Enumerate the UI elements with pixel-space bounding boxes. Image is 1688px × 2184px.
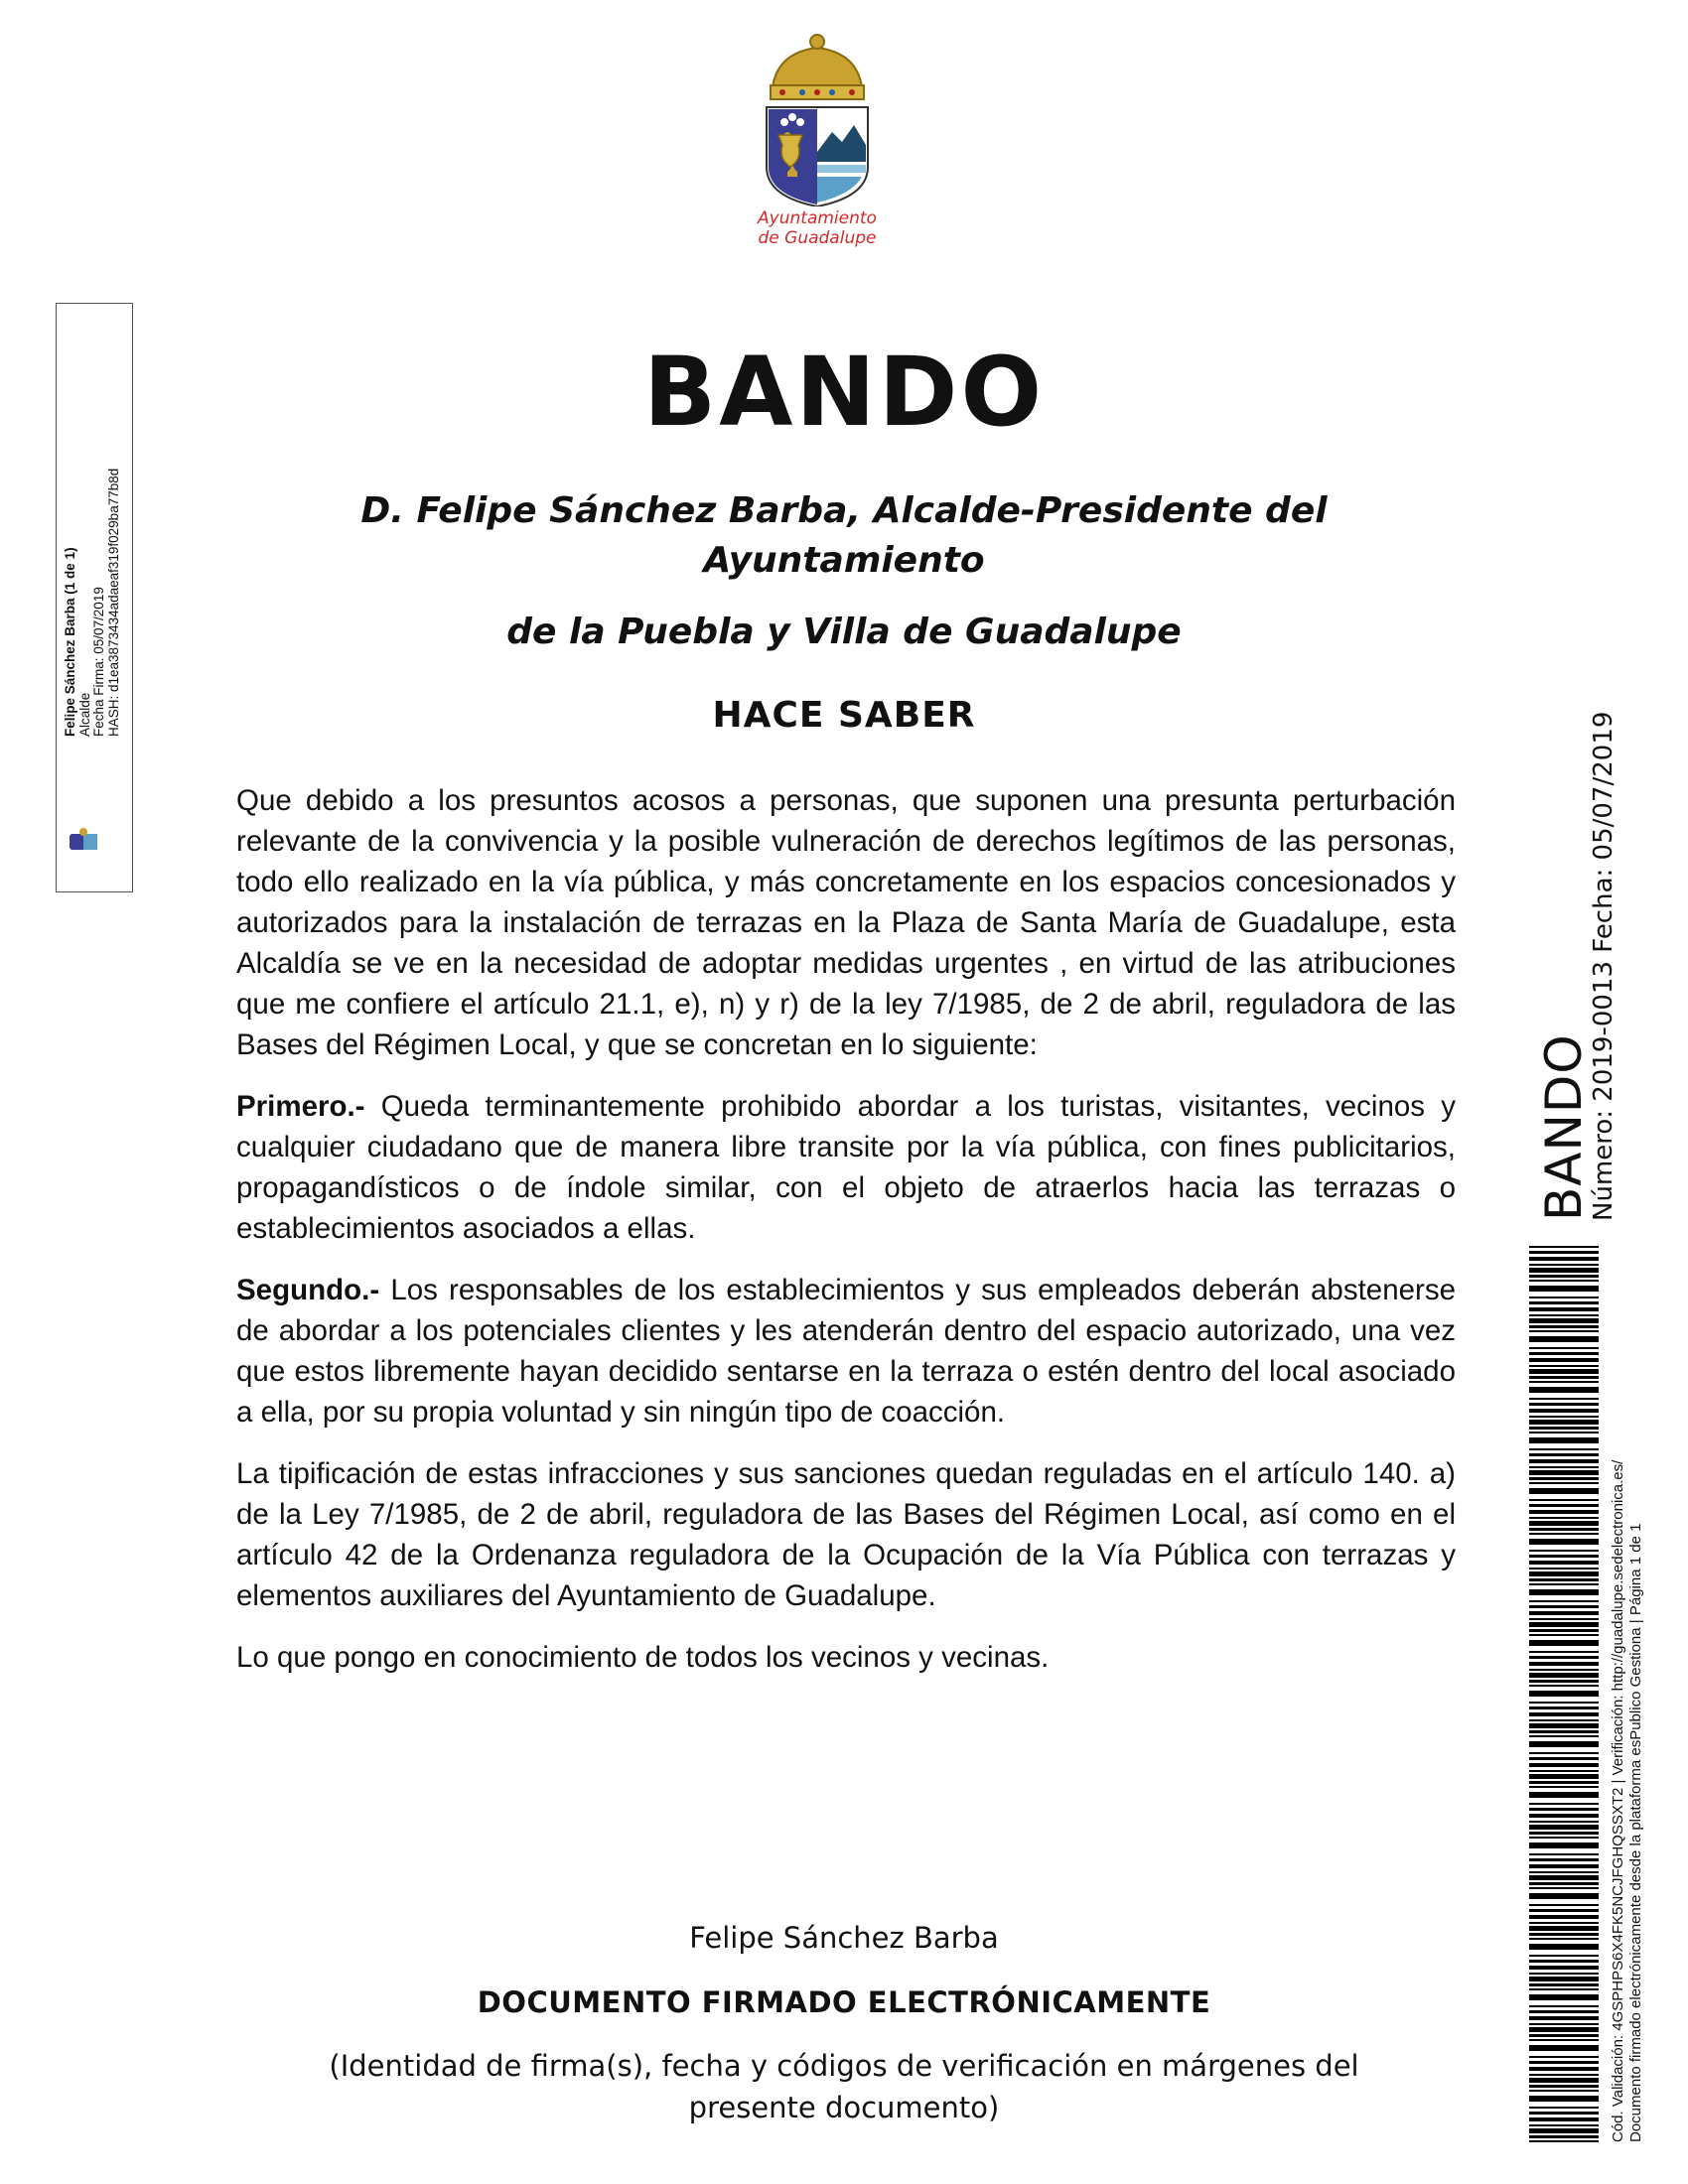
coat-of-arms-icon [733, 28, 902, 206]
segundo-paragraph [236, 1270, 1456, 1433]
barcode [1529, 1246, 1599, 2144]
signature-details [64, 320, 121, 737]
closing-paragraph: Lo que pongo en conocimiento de todos los vecinos y vecinas. [236, 1641, 1050, 1674]
document-title: BANDO [642, 337, 1046, 448]
signature-signer: Felipe Sánchez Barba (1 de 1) [63, 547, 77, 737]
subtitle-line1: D. Felipe Sánchez Barba, Alcalde-Presidente del Ayuntamiento [360, 490, 1328, 581]
primero-paragraph [236, 1086, 1456, 1249]
hace-saber-heading: HACE SABER [712, 695, 976, 736]
signature-role: Alcalde [76, 692, 92, 737]
segundo-label: Segundo.- [236, 1274, 380, 1306]
signature-hash: HASH: d1ea3873434adaeaf319f029ba77b8d [105, 468, 121, 737]
logo-text-line1: Ayuntamiento [758, 208, 877, 228]
intro-paragraph: Que debido a los presuntos acosos a personas, que suponen una presunta perturbación relevante de la convivencia y la posible vulneración de derechos legítimos de las personas, todo ello realizado en la vía pública, y más concretamente en los espacios concesionados y autorizados para la instalación de terrazas en la Plaza de Santa María de Guadalupe, esta Alcaldía se ve en la necesidad de adoptar medidas urgentes , en virtud de las atribuciones que me confiere el artículo 21.1, e), n) y r) de la ley 7/1985, de 2 de abril, reguladora de las Bases del Régimen Local, y que se concretan en lo siguiente: [236, 784, 1456, 1061]
segundo-text: Los responsables de los establecimientos y sus empleados deberán abstenerse de abordar a los potenciales clientes y les atenderán dentro del espacio autorizado, una vez que estos libremente hayan decidido sentarse en la terraza o estén dentro del local asociado a ella, por su propia voluntad y sin ningún tipo de coacción. [236, 1274, 1456, 1429]
signature-seal-icon [64, 826, 105, 856]
margin-number-date: Número: 2019-0013 Fecha: 05/07/2019 [1589, 711, 1618, 1221]
margin-validation: Cód. Validación: 4GSPHPS6X4FK5NCJFGHQSSXT2 | Verificación: http://guadalupe.sedelectronica.es/ [1610, 1459, 1626, 2142]
signed-label: DOCUMENTO FIRMADO ELECTRÓNICAMENTE [477, 1985, 1211, 2019]
municipal-logo [733, 28, 902, 266]
margin-platform: Documento firmado electrónicamente desde la plataforma esPublico Gestiona | Página 1 de 1 [1627, 1523, 1644, 2142]
primero-text: Queda terminantemente prohibido abordar a los turistas, visitantes, vecinos y cualquier ciudadano que de manera libre transite por la vía pública, con fines publicitarios, propagandísticos o de índole similar, con el objeto de atraerlos hacia las terrazas o establecimientos asociados a ellas. [236, 1090, 1456, 1245]
logo-text-line2: de Guadalupe [758, 228, 877, 248]
margin-doc-type: BANDO [1535, 1033, 1593, 1221]
document-body [236, 780, 1456, 1699]
tipificacion-paragraph: La tipificación de estas infracciones y sus sanciones quedan reguladas en el artículo 140. a) de la Ley 7/1985, de 2 de abril, reguladora de las Bases del Régimen Local, así como en el artículo 42 de la Ordenanza reguladora de la Ocupación de la Vía Pública con terrazas y elementos auxiliares del Ayuntamiento de Guadalupe. [236, 1457, 1456, 1612]
primero-label: Primero.- [236, 1090, 365, 1123]
signer-name: Felipe Sánchez Barba [689, 1921, 999, 1955]
signed-note: (Identidad de firma(s), fecha y códigos de verificación en márgenes del presente documento) [329, 2049, 1359, 2124]
subtitle-line2: de la Puebla y Villa de Guadalupe [506, 612, 1182, 652]
signature-date: Fecha Firma: 05/07/2019 [91, 587, 106, 737]
